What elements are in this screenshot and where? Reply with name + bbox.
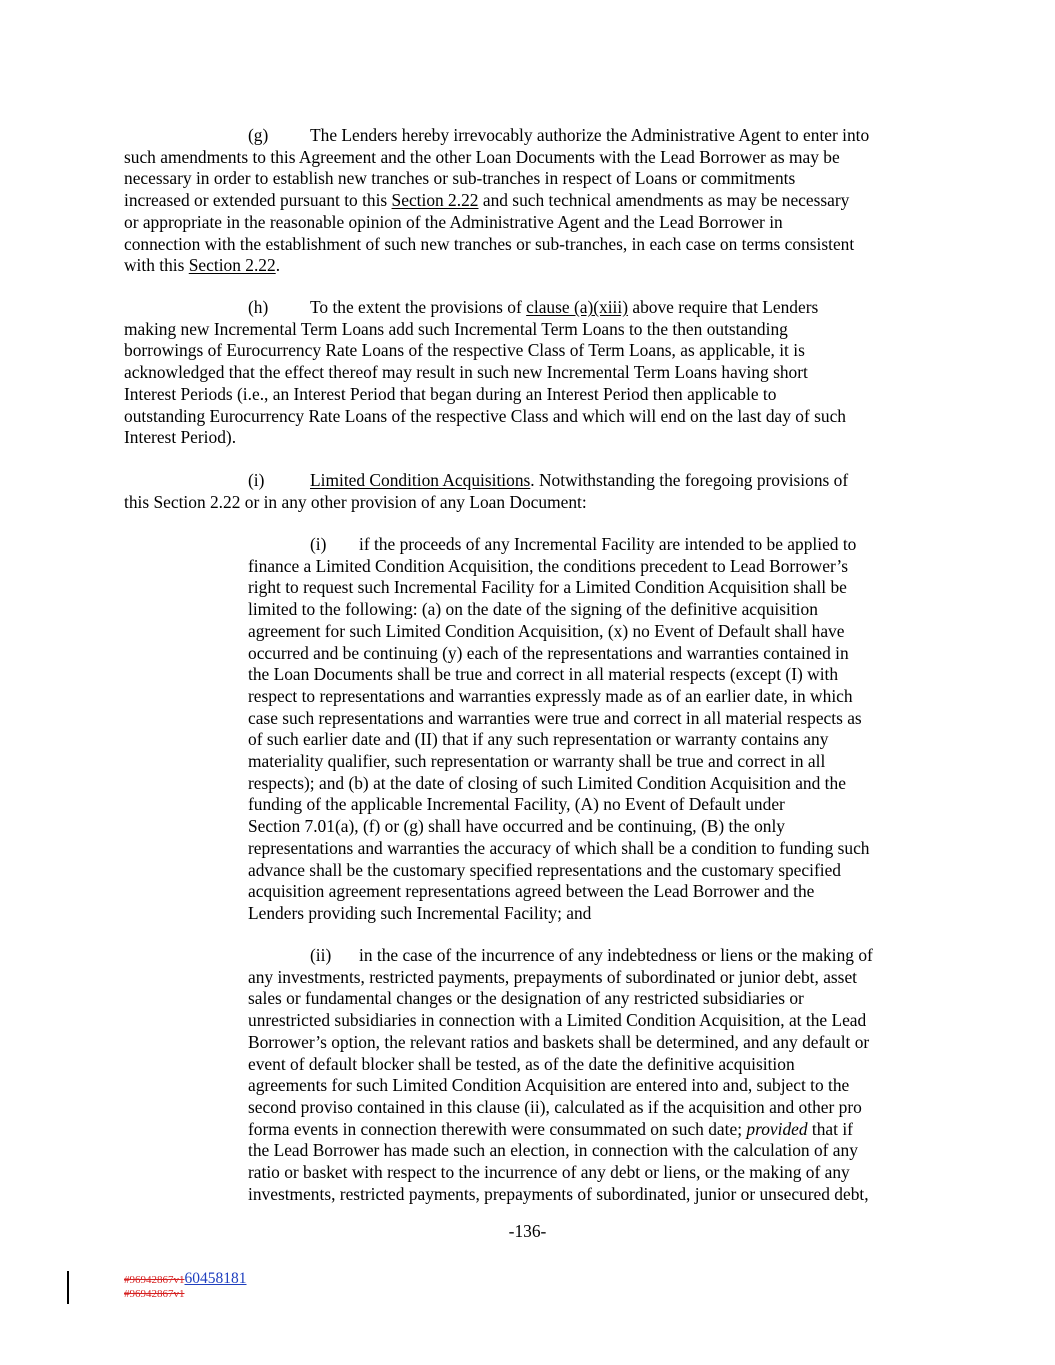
change-bar bbox=[67, 1271, 69, 1304]
text-line: or appropriate in the reasonable opinion of the Administrative Agent and the Lead Borrower in bbox=[124, 211, 783, 232]
text-line: case such representations and warranties were true and correct in all material respects as bbox=[248, 707, 862, 728]
text-line: right to request such Incremental Facility for a Limited Condition Acquisition shall be bbox=[248, 577, 847, 598]
text-line: the Lead Borrower has made such an election, in connection with the calculation of any bbox=[248, 1140, 858, 1161]
text-line: any investments, restricted payments, prepayments of subordinated or junior debt, asset bbox=[248, 966, 858, 987]
text-line: acquisition agreement representations agreed between the Lead Borrower and the bbox=[248, 881, 815, 902]
text-line: connection with the establishment of such new tranches or sub-tranches, in each case on terms consistent bbox=[124, 233, 855, 254]
text-line: Interest Periods (i.e., an Interest Period that began during an Interest Period then applicable to bbox=[124, 383, 777, 404]
subclause-i bbox=[248, 534, 934, 925]
text-line: ratio or basket with respect to the incurrence of any debt or liens, or the making of any bbox=[248, 1162, 850, 1183]
text-line: necessary in order to establish new tranches or sub-tranches in respect of Loans or commitments bbox=[124, 168, 796, 189]
text-line: acknowledged that the effect thereof may result in such new Incremental Term Loans having short bbox=[124, 362, 808, 383]
section-reference: Section 2.22 bbox=[188, 255, 276, 276]
text-line: investments, restricted payments, prepayments of subordinated, junior or unsecured debt, bbox=[248, 1183, 869, 1204]
text-line: the Loan Documents shall be true and correct in all material respects (except (I) with bbox=[248, 664, 839, 685]
text-line: in the case of the incurrence of any indebtedness or liens or the making of bbox=[359, 945, 873, 965]
text-line: representations and warranties the accuracy of which shall be a condition to funding such bbox=[248, 837, 870, 858]
text-line: funding of the applicable Incremental Facility, (A) no Event of Default under bbox=[248, 794, 785, 815]
text-line: if the proceeds of any Incremental Facility are intended to be applied to bbox=[359, 534, 857, 554]
text-fragment: To the extent the provisions of bbox=[310, 297, 527, 317]
text-fragment: . bbox=[275, 255, 281, 276]
subclause-i-label: (i) bbox=[310, 534, 327, 554]
footer-line-1 bbox=[124, 1272, 247, 1287]
text-fragment: and such technical amendments as may be necessary bbox=[478, 190, 850, 211]
paragraph-i bbox=[124, 470, 934, 513]
text-fragment: above require that Lenders bbox=[628, 297, 819, 317]
text-line: event of default blocker shall be tested, as of the date the definitive acquisition bbox=[248, 1053, 795, 1074]
clause-reference: clause (a)(xiii) bbox=[526, 297, 629, 317]
text-fragment: that if bbox=[807, 1118, 853, 1139]
text-line: respect to representations and warranties expressly made as of an earlier date, in which bbox=[248, 685, 853, 706]
deleted-document-id: #96942867v1 bbox=[124, 1274, 185, 1286]
paragraph-i-label: (i) bbox=[248, 470, 265, 490]
text-line: Interest Period). bbox=[124, 427, 237, 448]
paragraph-heading: Limited Condition Acquisitions bbox=[310, 470, 531, 490]
text-line: limited to the following: (a) on the date of the signing of the definitive acquisition bbox=[248, 599, 818, 620]
deleted-document-id-2: #96942867v1 bbox=[124, 1288, 185, 1300]
text-line: of such earlier date and (II) that if any such representation or warranty contains any bbox=[248, 729, 829, 750]
text-line: borrowings of Eurocurrency Rate Loans of the respective Class of Term Loans, as applicable, it is bbox=[124, 340, 805, 361]
text-line: Lenders providing such Incremental Facility; and bbox=[248, 902, 592, 923]
text-fragment: with this bbox=[124, 255, 189, 276]
text-line: sales or fundamental changes or the designation of any restricted subsidiaries or bbox=[248, 988, 804, 1009]
subclause-ii-label: (ii) bbox=[310, 945, 332, 965]
text-fragment: increased or extended pursuant to this bbox=[124, 190, 392, 211]
paragraph-h bbox=[124, 297, 934, 449]
paragraph-h-label: (h) bbox=[248, 297, 269, 317]
inserted-document-id: 60458181 bbox=[184, 1270, 247, 1287]
footer-line-2 bbox=[124, 1287, 247, 1301]
document-id-footer bbox=[124, 1272, 247, 1301]
proviso-term: provided bbox=[746, 1118, 808, 1139]
text-line: advance shall be the customary specified representations and the customary specified bbox=[248, 859, 841, 880]
text-line: Borrower’s option, the relevant ratios and baskets shall be determined, and any default or bbox=[248, 1031, 870, 1052]
text-line: The Lenders hereby irrevocably authorize the Administrative Agent to enter into bbox=[310, 125, 870, 145]
paragraph-g-label: (g) bbox=[248, 125, 269, 145]
paragraph-g bbox=[124, 125, 934, 277]
text-line: this Section 2.22 or in any other provision of any Loan Document: bbox=[124, 491, 587, 512]
text-line: making new Incremental Term Loans add such Incremental Term Loans to the then outstanding bbox=[124, 318, 788, 339]
page-number: -136- bbox=[508, 1221, 547, 1241]
text-line: agreements for such Limited Condition Acquisition are entered into and, subject to the bbox=[248, 1075, 850, 1096]
text-fragment: forma events in connection therewith were consummated on such date; bbox=[248, 1118, 747, 1139]
section-reference: Section 2.22 bbox=[391, 190, 479, 211]
text-line: such amendments to this Agreement and the other Loan Documents with the Lead Borrower as may be bbox=[124, 146, 840, 167]
text-line: materiality qualifier, such representation or warranty shall be true and correct in all bbox=[248, 751, 826, 772]
text-line: second proviso contained in this clause (ii), calculated as if the acquisition and other pro bbox=[248, 1096, 862, 1117]
text-line: Section 7.01(a), (f) or (g) shall have occurred and be continuing, (B) the only bbox=[248, 816, 786, 837]
text-line: occurred and be continuing (y) each of the representations and warranties contained in bbox=[248, 642, 849, 663]
text-line: unrestricted subsidiaries in connection with a Limited Condition Acquisition, at the Lead bbox=[248, 1010, 867, 1031]
subclause-ii bbox=[248, 945, 934, 1205]
text-line: agreement for such Limited Condition Acquisition, (x) no Event of Default shall have bbox=[248, 620, 845, 641]
text-fragment: . Notwithstanding the foregoing provisions of bbox=[530, 470, 849, 490]
text-line: finance a Limited Condition Acquisition, the conditions precedent to Lead Borrower’s bbox=[248, 555, 848, 576]
text-line: respects); and (b) at the date of closing of such Limited Condition Acquisition and the bbox=[248, 772, 846, 793]
text-line: outstanding Eurocurrency Rate Loans of the respective Class and which will end on the last day of such bbox=[124, 405, 846, 426]
